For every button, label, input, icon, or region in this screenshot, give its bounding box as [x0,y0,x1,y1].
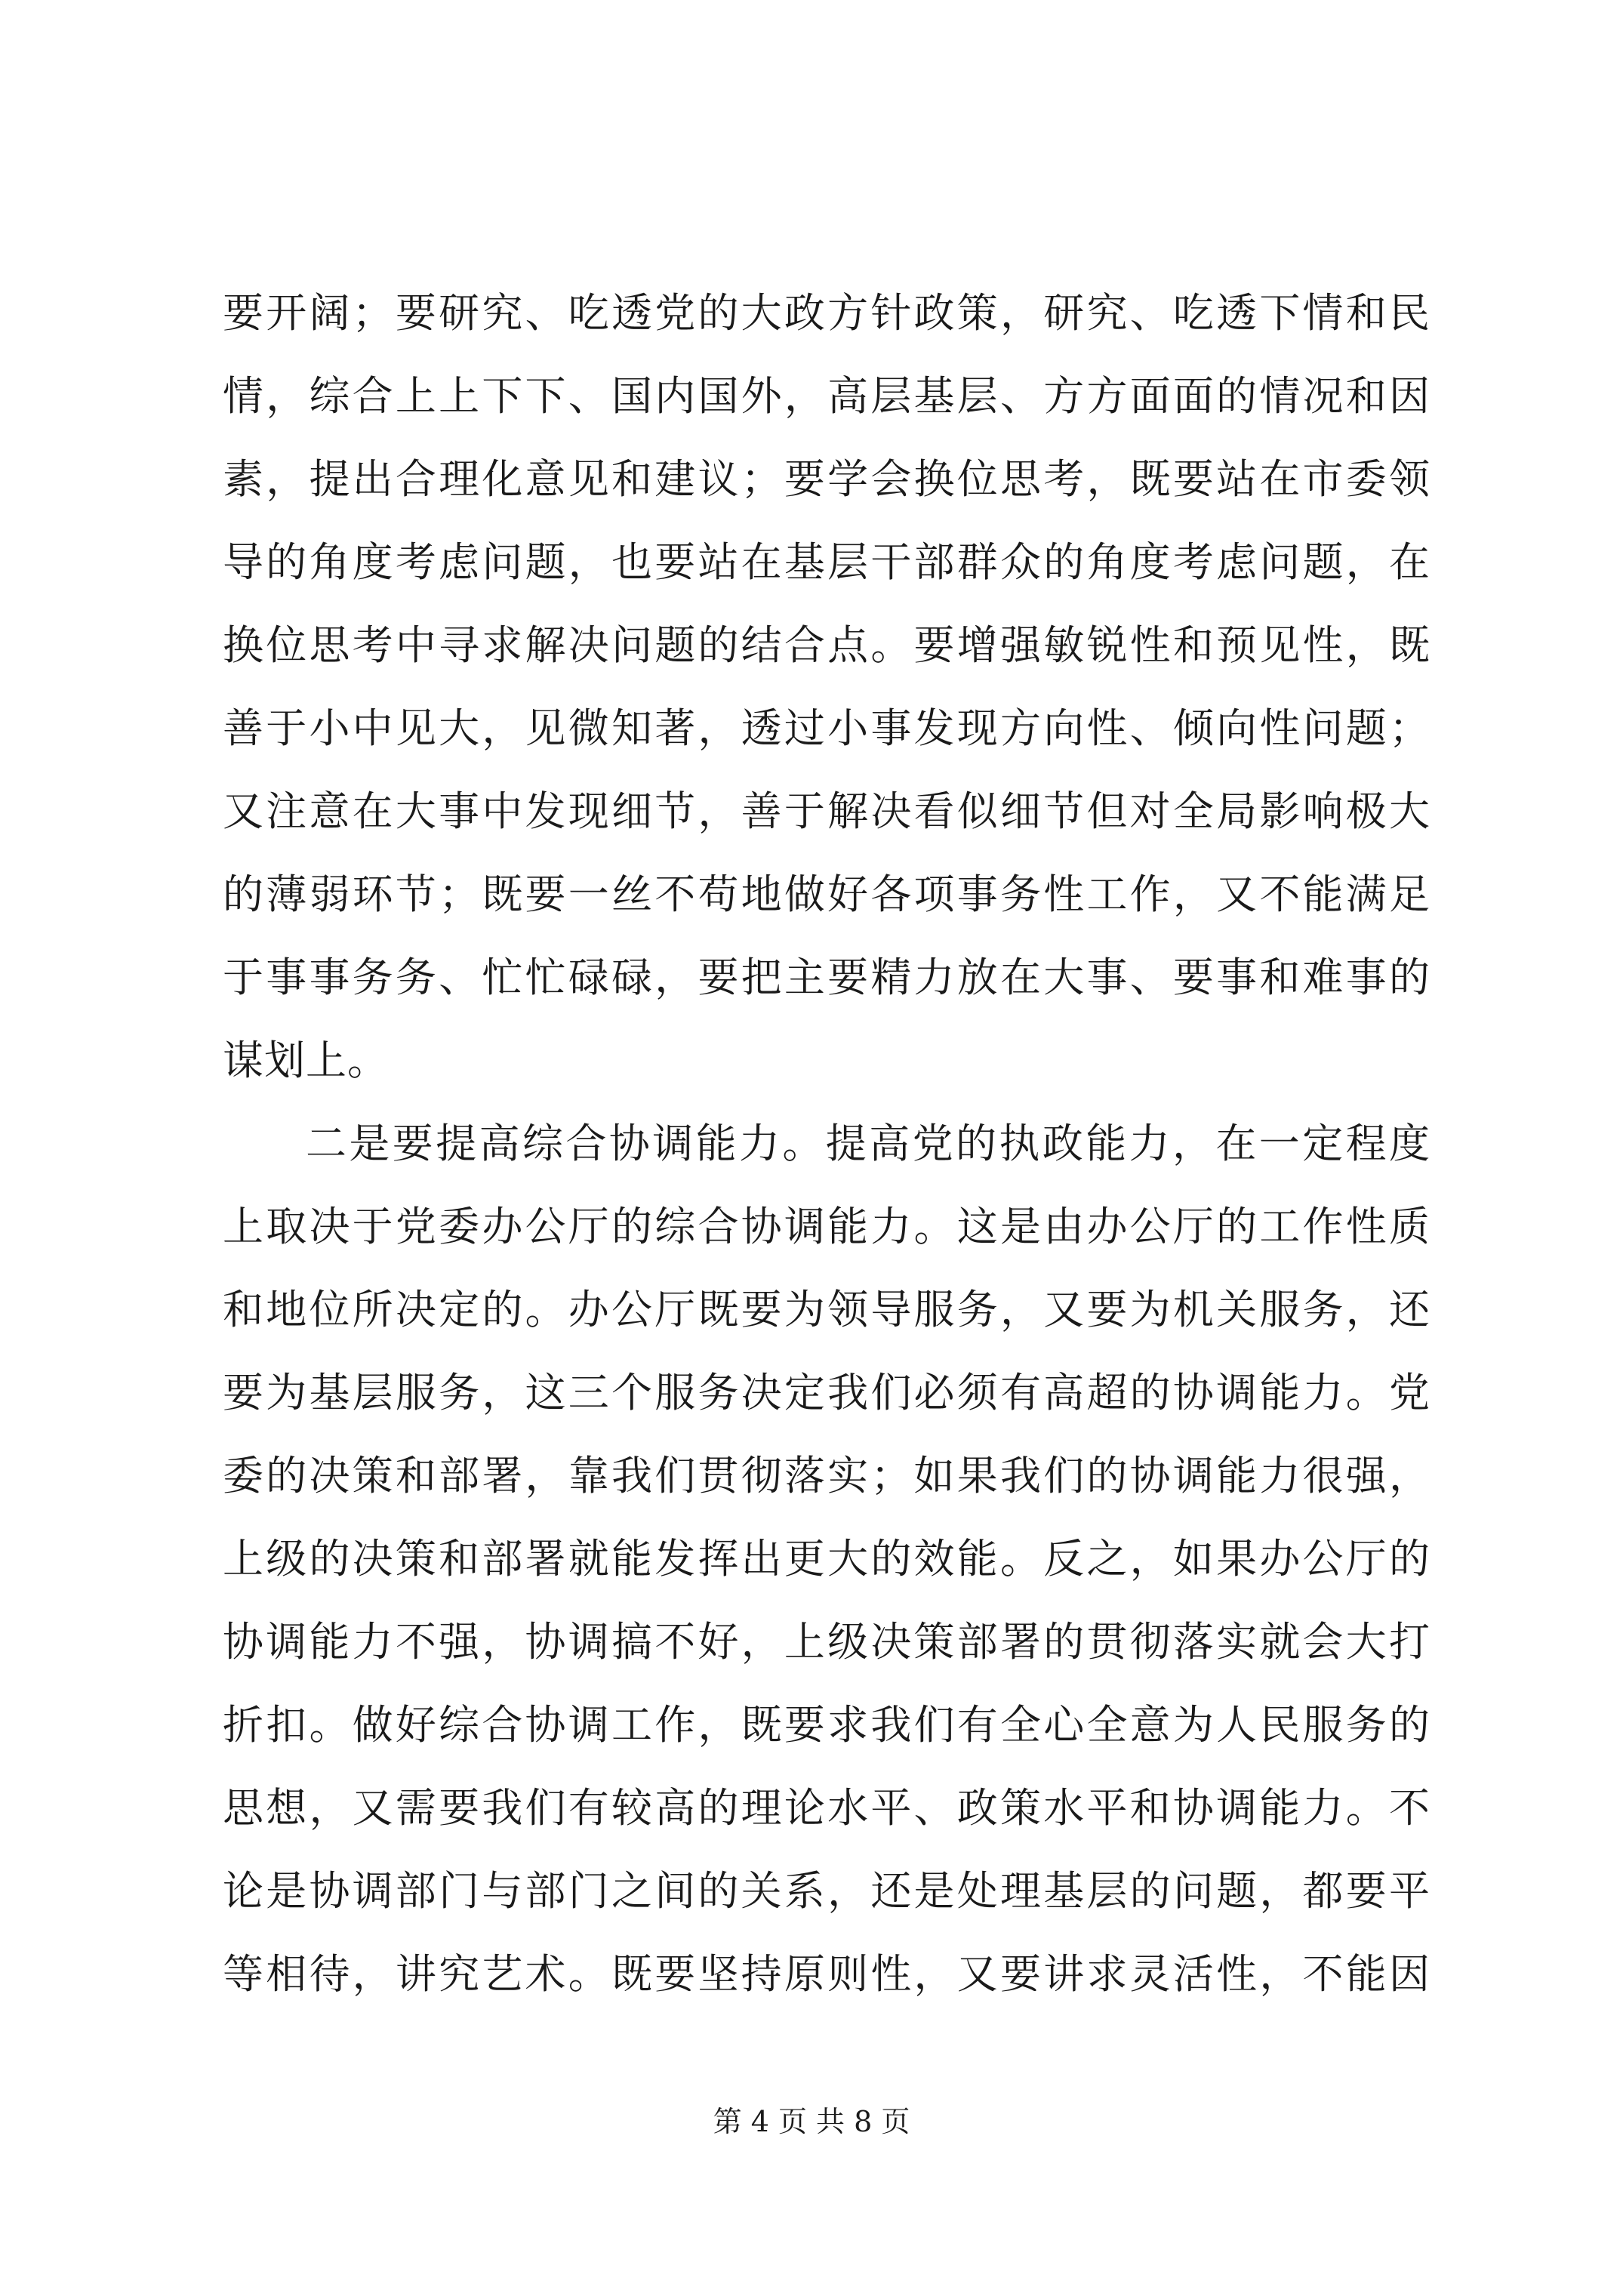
text-line: 素，提出合理化意见和建议；要学会换位思考，既要站在市委领 [223,455,1431,503]
text-line: 和地位所决定的。办公厅既要为领导服务，又要为机关服务，还 [223,1286,1431,1333]
text-line: 于事事务务、忙忙碌碌，要把主要精力放在大事、要事和难事的 [223,954,1431,1001]
text-line: 导的角度考虑问题，也要站在基层干部群众的角度考虑问题，在 [223,538,1431,586]
page-number-footer: 第 4 页 共 8 页 [713,2105,910,2138]
text-line: 等相待，讲究艺术。既要坚持原则性，又要讲求灵活性，不能因 [223,1950,1431,1998]
text-line: 换位思考中寻求解决问题的结合点。要增强敏锐性和预见性，既 [223,621,1431,669]
text-line: 的薄弱环节；既要一丝不苟地做好各项事务性工作，又不能满足 [223,871,1431,918]
text-line: 上级的决策和部署就能发挥出更大的效能。反之，如果办公厅的 [223,1535,1431,1583]
text-line: 论是协调部门与部门之间的关系，还是处理基层的问题，都要平 [223,1867,1431,1915]
paragraph-first-line: 二是要提高综合协调能力。提高党的执政能力，在一定程度 [306,1120,1431,1167]
text-line: 思想，又需要我们有较高的理论水平、政策水平和协调能力。不 [223,1784,1431,1832]
text-line: 折扣。做好综合协调工作，既要求我们有全心全意为人民服务的 [223,1701,1431,1749]
text-line: 又注意在大事中发现细节，善于解决看似细节但对全局影响极大 [223,787,1431,835]
text-line: 上取决于党委办公厅的综合协调能力。这是由办公厅的工作性质 [223,1203,1431,1250]
text-line: 要为基层服务，这三个服务决定我们必须有高超的协调能力。党 [223,1369,1431,1416]
text-line: 协调能力不强，协调搞不好，上级决策部署的贯彻落实就会大打 [223,1618,1431,1666]
document-body [223,272,1431,2016]
text-line: 情，综合上上下下、国内国外，高层基层、方方面面的情况和因 [223,372,1431,420]
text-line: 善于小中见大，见微知著，透过小事发现方向性、倾向性问题； [223,704,1431,752]
text-line: 委的决策和部署，靠我们贯彻落实；如果我们的协调能力很强， [223,1452,1431,1499]
text-line: 谋划上。 [223,1037,389,1084]
text-line: 要开阔；要研究、吃透党的大政方针政策，研究、吃透下情和民 [223,289,1431,337]
